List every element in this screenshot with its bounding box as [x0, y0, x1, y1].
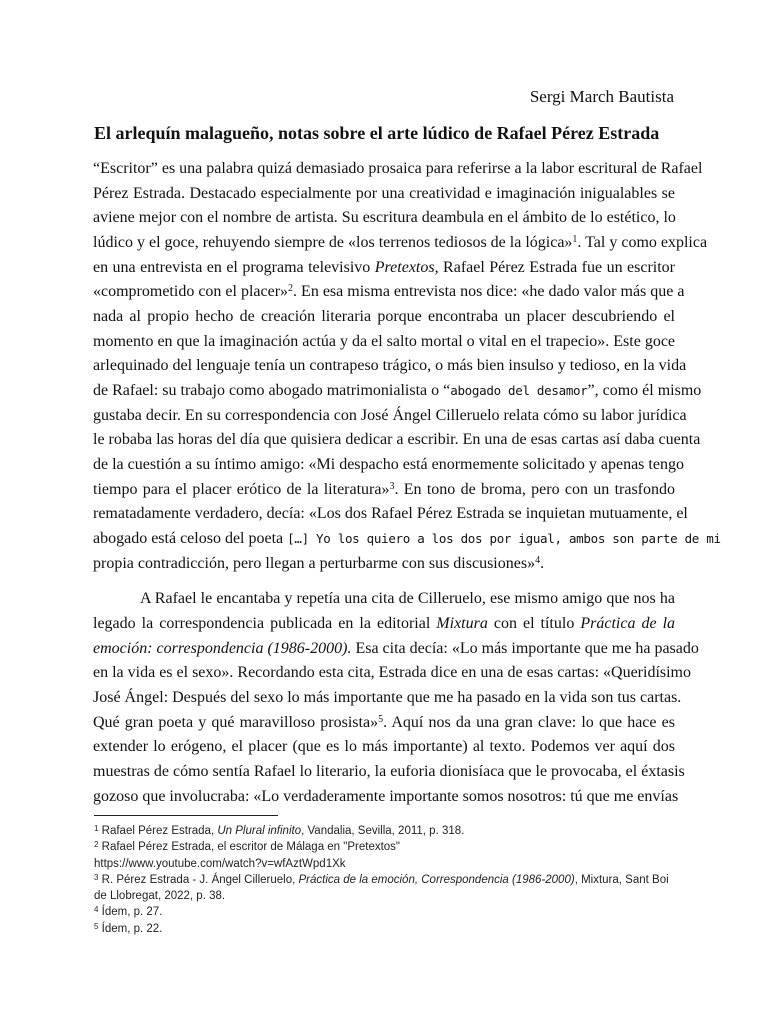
footnote-text: Rafael Pérez Estrada, el escritor de Málaga en "Pretextos": [98, 841, 401, 854]
footnote-ref-4[interactable]: 4: [535, 554, 541, 566]
paragraph-1: [93, 157, 721, 576]
text-run: lúdico y el goce, rehuyendo siempre de «los terrenos tediosos de la lógica»: [93, 234, 573, 252]
footnote-number: 1: [94, 824, 99, 833]
footnote-2-link[interactable]: https://www.youtube.com/watch?v=wfAztWpd1Xk: [94, 857, 346, 870]
text-line: [93, 527, 721, 552]
text-line: gozoso que involucraba: «Lo verdaderamente importante somos nosotros: tú que me envías: [93, 787, 679, 805]
footnote-book-title: Práctica de la emoción, Correspondencia (1986-2000): [298, 873, 575, 886]
text-line: de la cuestión a su íntimo amigo: «Mi despacho está enormemente solicitado y apenas tengo: [93, 456, 684, 474]
footnote-3: [94, 872, 684, 888]
footnote-1: [94, 823, 684, 839]
footnote-ref-1[interactable]: 1: [572, 234, 578, 246]
footnote-ref-5[interactable]: 5: [378, 713, 384, 725]
footnote-text: Rafael Pérez Estrada,: [98, 825, 218, 837]
text-line: extender lo erógeno, el placer (que es lo más importante) al texto. Podemos ver aquí dos: [93, 738, 675, 756]
text-line: momento en que la imaginación actúa y da el salto mortal o vital en el trapecio». Este goce: [93, 332, 676, 350]
text-line: [93, 612, 675, 637]
text-line: arlequinado del lenguaje tenía un contrapeso trágico, o más bien insulso y tedioso, en la vida: [93, 357, 687, 375]
text-run: ”, como él mismo: [587, 382, 702, 400]
quoted-passage: […] Yo los quiero a los dos por igual, ambos son parte de mi: [287, 531, 721, 547]
text-run: en una entrevista en el programa televisivo: [93, 258, 375, 276]
footnote-text: Ídem, p. 22.: [98, 922, 163, 935]
book-title: Práctica de la: [580, 615, 676, 633]
text-line: José Ángel: Después del sexo lo más importante que me ha pasado en la vida son tus cartas.: [93, 689, 682, 707]
text-run: tiempo para el placer erótico de la literatura»: [93, 480, 390, 498]
text-line: le robaba las horas del día que quisiera dedicar a escribir. En una de esas cartas así daba cuenta: [93, 431, 701, 449]
author-name: Sergi March Bautista: [529, 87, 674, 106]
text-line: muestras de cómo sentía Rafael lo literario, la euforia dionisíaca que le provocaba, el éxtasis: [93, 763, 685, 781]
text-run: Qué gran poeta y qué maravilloso prosista»: [93, 713, 379, 731]
text-run: . Aquí nos da una gran clave: lo que hace es: [383, 713, 675, 731]
footnote-5: [94, 921, 684, 937]
footnote-text: , Vandalia, Sevilla, 2011, p. 318.: [301, 825, 465, 837]
book-title: emoción: correspondencia (1986-2000).: [93, 639, 352, 657]
text-run: abogado está celoso del poeta: [93, 530, 288, 548]
text-line: “Escritor” es una palabra quizá demasiado prosaica para referirse a la labor escritural de Rafael: [93, 160, 703, 177]
text-run: . Tal y como explica: [577, 234, 708, 252]
text-line: rematadamente verdadero, decía: «Los dos Rafael Pérez Estrada se inquietan mutuamente, el: [93, 505, 688, 523]
footnote-ref-2[interactable]: 2: [288, 283, 294, 295]
text-line: A Rafael le encantaba y repetía una cita de Cilleruelo, ese mismo amigo que nos ha: [140, 590, 675, 608]
paragraph-2: [93, 587, 699, 809]
footnote-number: 2: [94, 840, 99, 850]
footnote-number: 4: [94, 905, 99, 915]
publisher-name: Mixtura: [436, 615, 488, 633]
text-run: .: [540, 554, 545, 572]
text-run: de Rafael: su trabajo como abogado matrimonialista o “: [93, 382, 451, 400]
footnote-separator: [94, 815, 278, 816]
text-run: con el título: [487, 615, 581, 633]
text-line: [93, 711, 675, 736]
text-run: Rafael Pérez Estrada fue un escritor: [438, 258, 675, 276]
quoted-phrase: abogado del desamor: [450, 383, 588, 399]
footnote-3-continuation: de Llobregat, 2022, p. 38.: [94, 890, 226, 903]
text-run: . En esa misma entrevista nos dice: «he dado valor más que a: [293, 283, 685, 301]
footnote-number: 5: [94, 921, 99, 931]
essay-body: [93, 157, 721, 809]
footnote-number: 3: [94, 872, 99, 882]
text-run: Esa cita decía: «Lo más importante que me ha pasado: [351, 639, 699, 657]
text-line: [93, 637, 699, 662]
text-line: [93, 280, 685, 305]
text-line: [93, 478, 675, 503]
program-title: Pretextos,: [374, 258, 439, 276]
text-line: gustaba decir. En su correspondencia con José Ángel Cilleruelo relata cómo su labor jurídica: [93, 406, 687, 424]
text-run: legado la correspondencia publicada en la editorial: [93, 615, 437, 633]
text-run: «comprometido con el placer»: [93, 283, 289, 301]
footnote-text: Ídem, p. 27.: [98, 906, 163, 919]
text-line: en la vida es el sexo». Recordando esta cita, Estrada dice en una de esas cartas: «Queridísimo: [93, 664, 691, 682]
paragraph-gap: [93, 576, 675, 587]
footnote-2: [94, 839, 684, 855]
text-run: . En tono de broma, pero con un trasfondo: [394, 480, 676, 498]
text-line: aviene mejor con el nombre de artista. Su escritura deambula en el ámbito de lo estético, lo: [93, 209, 676, 227]
footnote-4: [94, 904, 684, 920]
text-line: [93, 552, 675, 577]
text-line: [93, 231, 708, 256]
text-run: propia contradicción, pero llegan a perturbarme con sus discusiones»: [93, 554, 536, 572]
text-line: Pérez Estrada. Destacado especialmente por una creatividad e imaginación inigualables se: [93, 184, 675, 202]
text-line: nada al propio hecho de creación literaria porque encontraba un placer descubriendo el: [93, 308, 675, 326]
footnote-book-title: Un Plural infinito: [217, 825, 302, 837]
footnote-text: R. Pérez Estrada - J. Ángel Cilleruelo,: [98, 873, 299, 886]
text-line: [93, 256, 675, 281]
footnotes: [94, 823, 684, 937]
footnote-text: , Mixtura, Sant Boi: [574, 873, 669, 886]
text-line: [93, 379, 702, 404]
essay-title: El arlequín malagueño, notas sobre el arte lúdico de Rafael Pérez Estrada: [94, 123, 660, 143]
footnote-ref-3[interactable]: 3: [389, 480, 395, 492]
